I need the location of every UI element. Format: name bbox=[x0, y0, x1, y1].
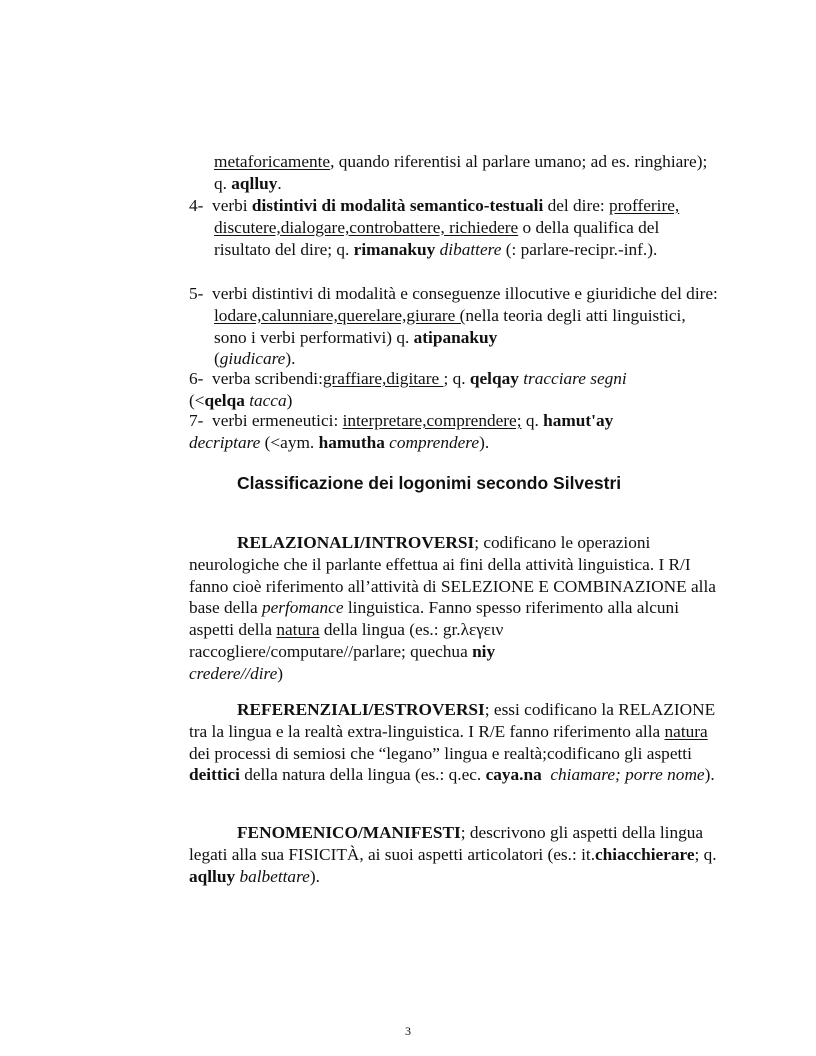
item-number: 5- bbox=[189, 284, 204, 303]
list-item-6: 6- verba scribendi:graffiare,digitare ; q. qelqay tracciare segni (<qelqa tacca) bbox=[189, 369, 627, 410]
bold-term: FENOMENICO/MANIFESTI bbox=[237, 823, 461, 842]
paragraph-fenomenico: FENOMENICO/MANIFESTI; descrivono gli aspetti della lingua legati alla sua FISICITÀ, ai suoi aspetti articolatori (es.: it.chiacchierare; q. aqlluy balbettare). bbox=[189, 823, 717, 886]
italic-gloss: decriptare bbox=[189, 432, 261, 452]
paragraph-relazionali: RELAZIONALI/INTROVERSI; codificano le operazioni neurologiche che il parlante effettua ai fini della attività linguistica. I R/I fanno cioè riferimento all’attività di SELEZIONE E COMBINAZIONE alla base della perfomance linguistica. Fanno spesso riferimento alla alcuni aspetti della natura della lingua (es.: gr.λεγειν raccogliere/computare//parlare; quechua niy credere//dire) bbox=[189, 533, 716, 683]
list-item-5: 5- verbi distintivi di modalità e conseguenze illocutive e giuridiche del dire: lodare,calunniare,querelare,giurare (nella teoria degli atti linguistici, sono i verbi performativi) q. atipanakuy (giudicare). bbox=[189, 284, 718, 369]
bold-term: hamut'ay bbox=[543, 411, 614, 430]
italic-term: perfomance bbox=[261, 598, 344, 618]
bold-term: deittici bbox=[189, 765, 240, 785]
bold-term: RELAZIONALI/INTROVERSI bbox=[237, 533, 475, 552]
paragraph-referenziali: REFERENZIALI/ESTROVERSI; essi codificano la RELAZIONE tra la lingua e la realtà extra-linguistica. I R/E fanno riferimento alla natura dei processi di semiosi che “legano” lingua e realtà;codificano gli aspetti deittici della natura della lingua (es.: q.ec. caya.na chiamare; porre nome). bbox=[189, 700, 716, 785]
underlined-term: lodare,calunniare,querelare,giurare ( bbox=[214, 305, 466, 325]
underlined-term: natura bbox=[664, 721, 708, 741]
italic-gloss: chiamare; porre nome bbox=[550, 765, 705, 785]
italic-gloss: tacca bbox=[249, 390, 287, 410]
page-number: 3 bbox=[405, 1024, 411, 1038]
greek-word: λεγειν bbox=[460, 620, 504, 640]
italic-gloss: dibattere bbox=[439, 239, 502, 259]
underlined-term: natura bbox=[276, 620, 320, 640]
underlined-term: interpretare,comprendere; bbox=[342, 411, 522, 430]
italic-gloss: comprendere bbox=[389, 432, 480, 452]
item-number: 4- bbox=[189, 196, 204, 215]
bold-term: caya.na bbox=[485, 765, 542, 785]
bold-term: rimanakuy bbox=[353, 239, 436, 259]
bold-term: qelqay bbox=[469, 369, 519, 388]
bold-term: REFERENZIALI/ESTROVERSI bbox=[237, 700, 485, 719]
bold-term: hamutha bbox=[318, 432, 385, 452]
underlined-term: graffiare,digitare bbox=[322, 369, 444, 388]
bold-term: qelqa bbox=[204, 390, 245, 410]
list-item-7: 7- verbi ermeneutici: interpretare,comprendere; q. hamut'ay decriptare (<aym. hamutha comprendere). bbox=[189, 411, 614, 452]
bold-term: niy bbox=[472, 641, 496, 661]
bold-term: distintivi di modalità semantico-testuali bbox=[251, 196, 544, 215]
bold-term: aqlluy bbox=[231, 173, 278, 193]
bold-term: aqlluy bbox=[189, 866, 236, 886]
list-item-4: 4- verbi distintivi di modalità semantico-testuali del dire: profferire, discutere,dialogare,controbattere, richiedere o della qualifica del risultato del dire; q. rimanakuy dibattere (: parlare-recipr.-inf.). bbox=[189, 196, 680, 259]
italic-gloss: balbettare bbox=[239, 866, 310, 886]
italic-gloss: tracciare segni bbox=[523, 369, 627, 388]
item-number: 7- bbox=[189, 411, 204, 430]
underlined-term: profferire, discutere,dialogare,controbattere, richiedere bbox=[214, 196, 680, 237]
underlined-term: metaforicamente bbox=[214, 152, 331, 171]
section-heading: Classificazione dei logonimi secondo Silvestri bbox=[237, 473, 622, 493]
italic-gloss: credere//dire bbox=[189, 663, 278, 683]
bold-term: atipanakuy bbox=[413, 327, 498, 347]
italic-gloss: giudicare bbox=[219, 349, 286, 369]
bold-term: chiacchierare bbox=[595, 844, 695, 864]
item-number: 6- bbox=[189, 369, 204, 388]
list-item-3-continuation: metaforicamente, quando riferentisi al parlare umano; ad es. ringhiare); q. aqlluy. bbox=[214, 152, 708, 193]
